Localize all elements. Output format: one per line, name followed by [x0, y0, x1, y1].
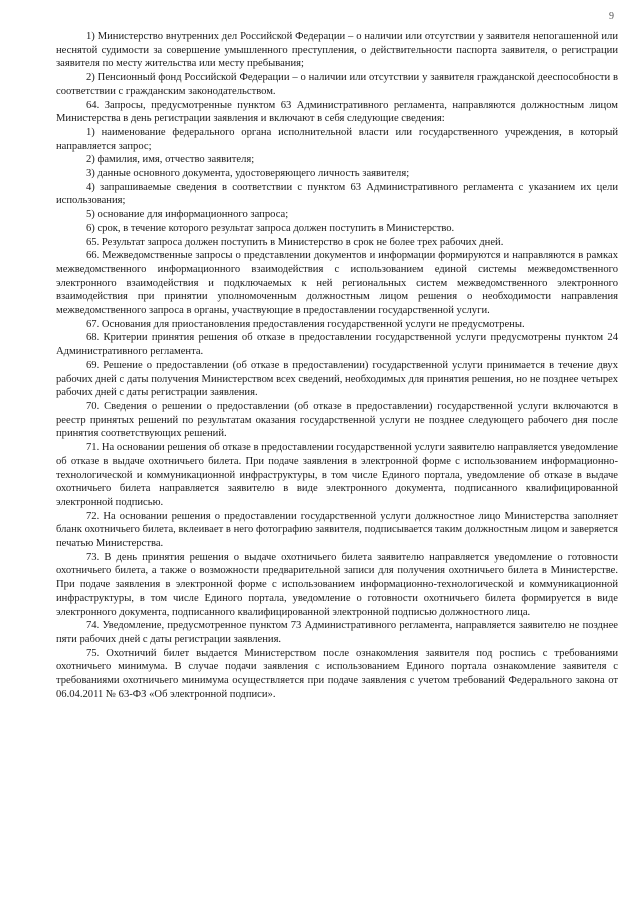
paragraph: 1) Министерство внутренних дел Российской Федерации – о наличии или отсутствии у заявителя непогашенной или неснятой судимости за совершение умышленного преступления, о действительности паспорта заявителя, о регистрации заявителя по месту жительства или месту пребывания; [56, 31, 618, 70]
paragraph: 65. Результат запроса должен поступить в Министерство в срок не более трех рабочих дней. [86, 236, 504, 248]
paragraph: 75. Охотничий билет выдается Министерством после ознакомления заявителя под роспись с требованиями охотничьего минимума. В случае подачи заявления с использованием Единого портала ознакомление заявителя с требованиями охотничьего минимума осуществляется при подаче заявления с учетом требований Федерального закона от 06.04.2011 № 63-ФЗ «Об электронной подписи». [56, 647, 618, 700]
paragraph: 74. Уведомление, предусмотренное пунктом 73 Административного регламента, направляется заявителю не позднее пяти рабочих дней с даты регистрации заявления. [56, 620, 618, 645]
paragraph: 6) срок, в течение которого результат запроса должен поступить в Министерство. [86, 222, 455, 234]
paragraph: 64. Запросы, предусмотренные пунктом 63 Административного регламента, направляются должностным лицом Министерства в день регистрации заявления и включают в себя следующие сведения: [56, 99, 618, 125]
paragraph: 69. Решение о предоставлении (об отказе в предоставлении) государственной услуги принимается в течение двух рабочих дней с даты получения Министерством всех сведений, необходимых для принятия решения, но не позднее четырех рабочих дней с даты регистрации заявления. [56, 359, 618, 399]
paragraph: 3) данные основного документа, удостоверяющего личность заявителя; [86, 168, 410, 180]
paragraph: 5) основание для информационного запроса; [86, 209, 289, 221]
paragraph: 1) наименование федерального органа исполнительной власти или государственного учреждения, в который направляется запрос; [56, 126, 618, 152]
paragraph: 70. Сведения о решении о предоставлении (об отказе в предоставлении) государственной услуги включаются в реестр принятых решений по результатам оказания государственной услуги не позднее следующего рабочего дня после принятия соответствующих решений. [56, 400, 618, 440]
paragraph: 73. В день принятия решения о выдаче охотничьего билета заявителю направляется уведомление о готовности охотничьего билета, а также о возможности предварительной записи для получения охотничьего билета в Министерстве. При подаче заявления в электронной форме с использованием информационно-технологической и коммуникационной инфраструктуры, в том числе Единого портала, уведомление о готовности охотничьего билета формируется в виде электронного документа, подписанного квалифицированной электронной подписью должностного лица. [56, 551, 618, 618]
paragraph: 67. Основания для приостановления предоставления государственной услуги не предусмотрены. [86, 318, 525, 330]
paragraph: 66. Межведомственные запросы о представлении документов и информации формируются и направляются в рамках межведомственного информационного взаимодействия с использованием единой системы межведомственного электронного взаимодействия и подключаемых к ней региональных систем межведомственного электронного взаимодействия при принятии уполномоченным должностным лицом решения о необходимости направления межведомственного запроса в органы, участвующие в предоставлении государственной услуги. [56, 250, 618, 317]
page-number: 9 [609, 11, 614, 22]
paragraph: 2) Пенсионный фонд Российской Федерации – о наличии или отсутствии у заявителя гражданской дееспособности в соответствии с гражданским законодательством. [56, 72, 618, 97]
paragraph: 4) запрашиваемые сведения в соответствии с пунктом 63 Административного регламента с указанием их цели использования; [56, 181, 618, 207]
paragraph: 2) фамилия, имя, отчество заявителя; [86, 154, 255, 166]
paragraph: 72. На основании решения о предоставлении государственной услуги должностное лицо Министерства заполняет бланк охотничьего билета, вклеивает в него фотографию заявителя, подписывается таким должностным лицом и заверяется печатью Министерства. [56, 510, 618, 550]
paragraph: 71. На основании решения об отказе в предоставлении государственной услуги заявителю направляется уведомление об отказе в выдаче охотничьего билета. При подаче заявления в электронной форме с использованием информационно-технологической и коммуникационной инфраструктуры, в том числе Единого портала, уведомление об отказе в выдаче охотничьего билета направляется заявителю в виде электронного документа, подписанного квалифицированной электронной подписью. [56, 442, 618, 508]
document-body [56, 30, 618, 701]
paragraph: 68. Критерии принятия решения об отказе в предоставлении государственной услуги предусмотрены пунктом 24 Административного регламента. [56, 332, 618, 358]
